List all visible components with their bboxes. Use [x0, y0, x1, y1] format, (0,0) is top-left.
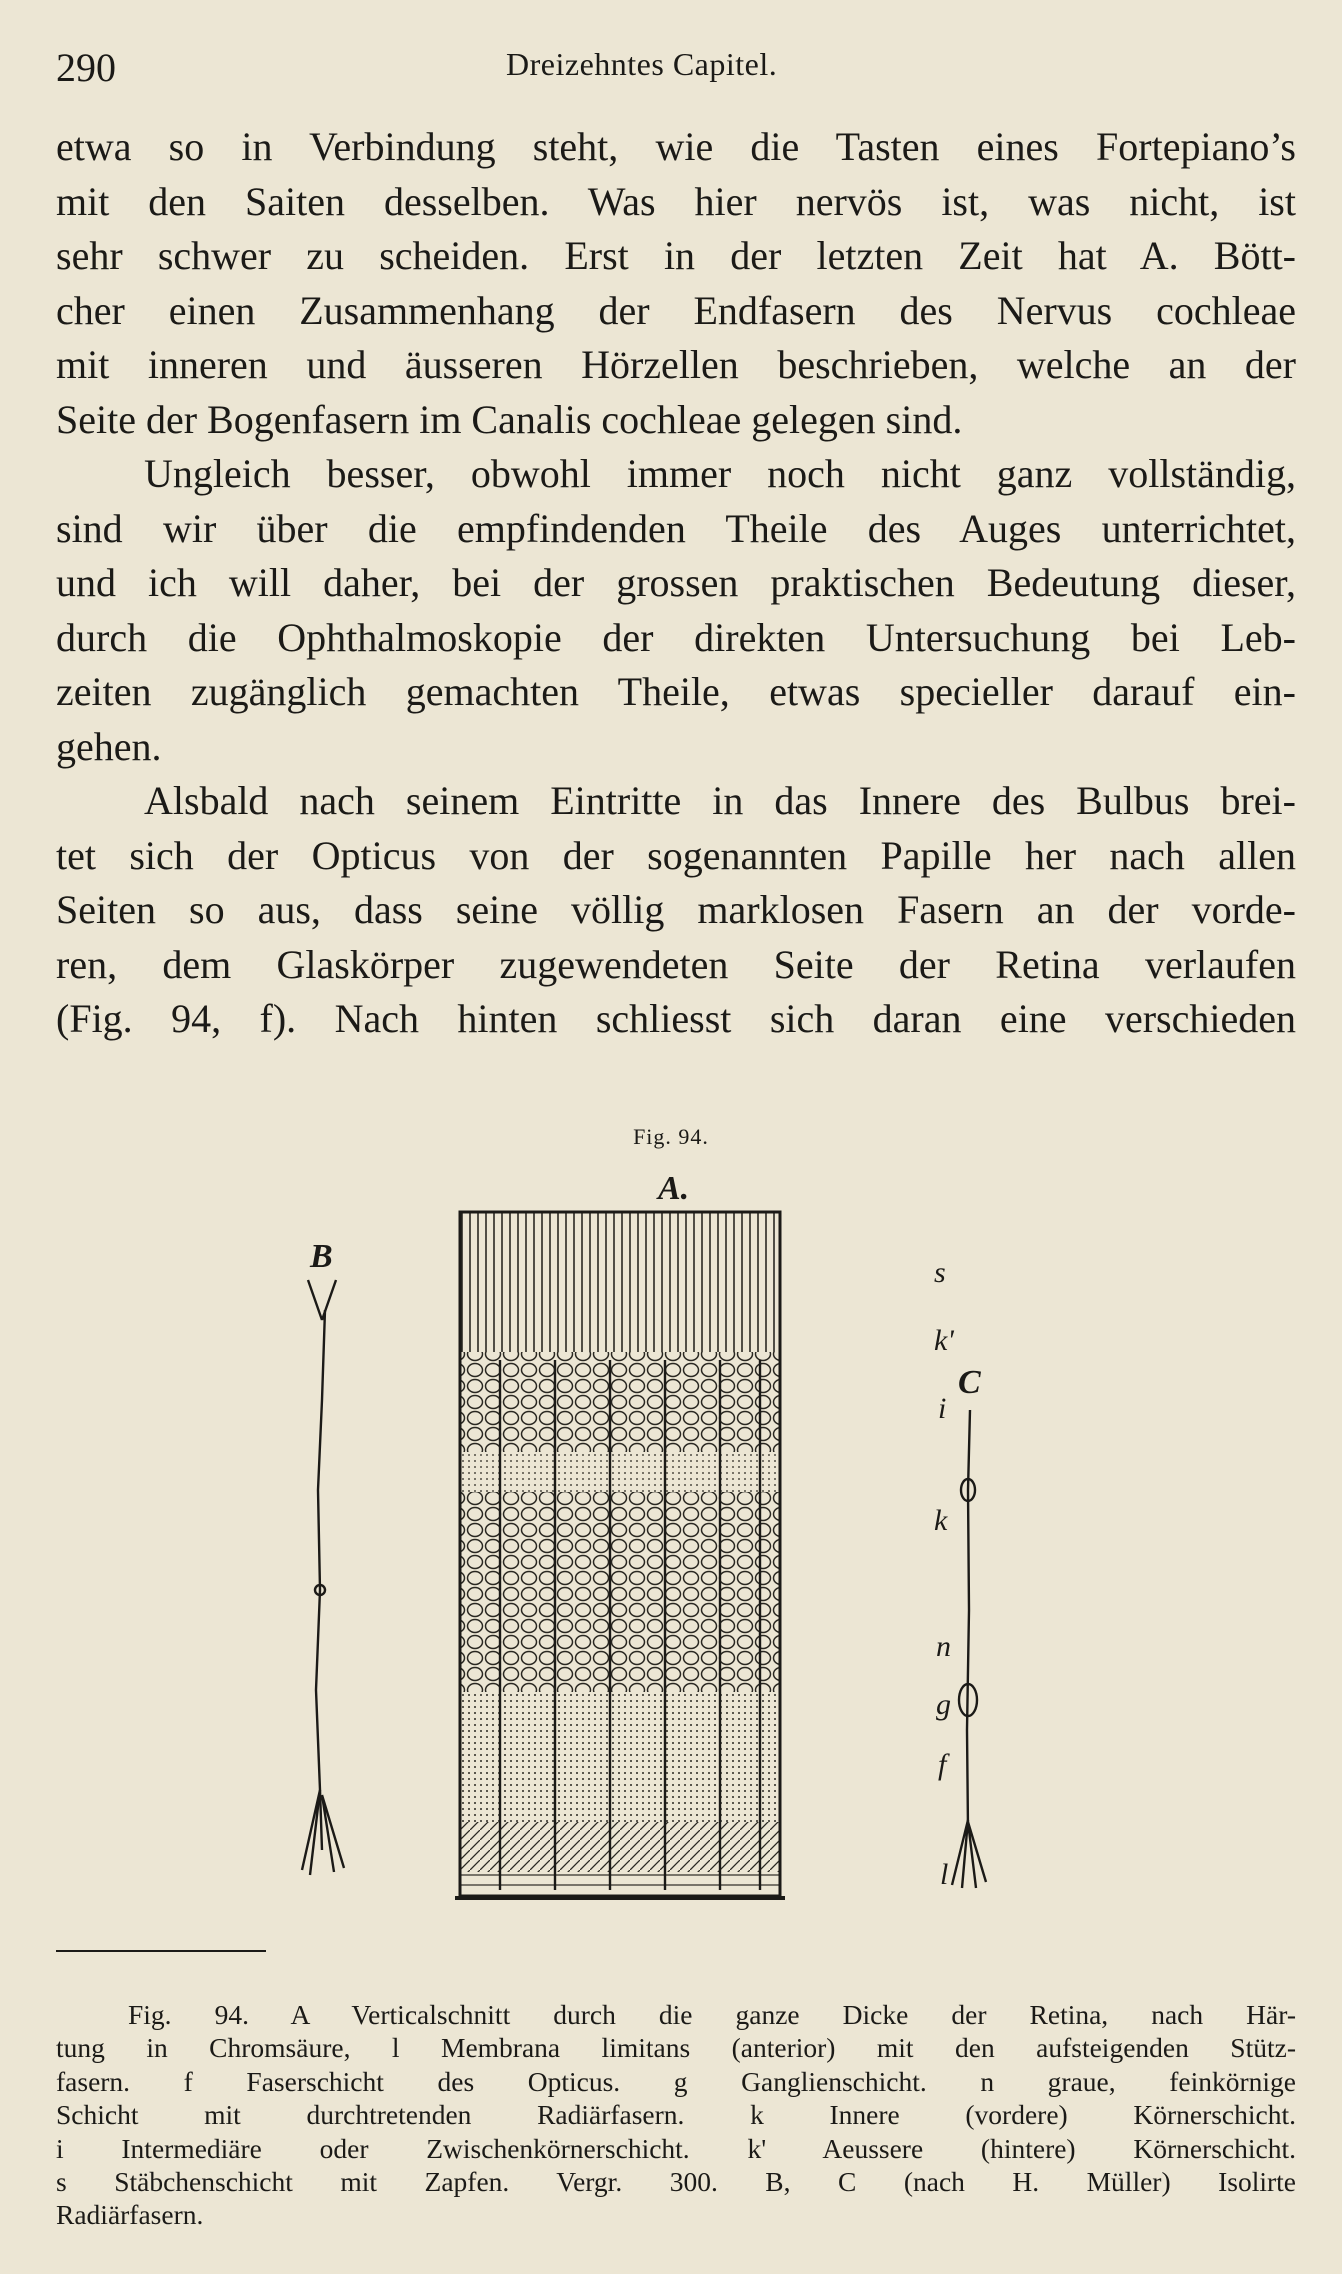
caption-line: Radiärfasern.: [56, 2199, 204, 2231]
text-line: sehr schwer zu scheiden. Erst in der letzten Zeit hat A. Bött-: [56, 233, 1296, 278]
text-line: sind wir über die empfindenden Theile des Auges unterrichtet,: [56, 505, 1296, 551]
layer-label-k: k: [934, 1504, 948, 1537]
footnote-rule: [56, 1950, 266, 1952]
text-line: etwa so in Verbindung steht, wie die Tasten eines Fortepiano’s: [56, 124, 1296, 169]
text-line: Alsbald nach seinem Eintritte in das Innere des Bulbus brei-: [144, 778, 1296, 823]
text-line: tet sich der Opticus von der sogenannten Papille her nach allen: [56, 832, 1296, 878]
text-line: und ich will daher, bei der grossen praktischen Bedeutung dieser,: [56, 560, 1296, 605]
figure-label: Fig. 94.: [633, 1124, 709, 1149]
layer-label-n: n: [936, 1630, 951, 1663]
panel-c-label: C: [958, 1364, 981, 1401]
text-line: Seite der Bogenfasern im Canalis cochleae gelegen sind.: [56, 396, 963, 442]
text-line: Seiten so aus, dass seine völlig marklosen Fasern an der vorde-: [56, 887, 1296, 932]
text-line: mit inneren und äusseren Hörzellen beschrieben, welche an der: [56, 342, 1296, 387]
retina-illustration: [250, 1170, 1050, 1910]
text-line: (Fig. 94, f). Nach hinten schliesst sich daran eine verschieden: [56, 996, 1296, 1041]
panel-b-label: B: [310, 1238, 333, 1275]
layer-label-g: g: [936, 1688, 951, 1721]
layer-label-s: s: [934, 1256, 946, 1289]
text-line: zeiten zugänglich gemachten Theile, etwas specieller darauf ein-: [56, 669, 1296, 714]
layer-label-k-prime: k': [934, 1324, 954, 1357]
panel-a-label: A.: [658, 1170, 690, 1207]
caption-line: s Stäbchenschicht mit Zapfen. Vergr. 300. B, C (nach H. Müller) Isolirte: [56, 2165, 1296, 2197]
text-line: cher einen Zusammenhang der Endfasern des Nervus cochleae: [56, 287, 1296, 333]
page-number: 290: [56, 45, 116, 90]
text-line: Ungleich besser, obwohl immer noch nicht ganz vollständig,: [144, 451, 1296, 496]
layer-label-i: i: [938, 1392, 947, 1425]
layer-label-l: l: [940, 1858, 949, 1891]
page-header: [56, 40, 1296, 100]
panel-b-fibre: [302, 1280, 344, 1875]
text-line: durch die Ophthalmoskopie der direkten Untersuchung bei Leb-: [56, 614, 1296, 660]
caption-line: tung in Chromsäure, l Membrana limitans (anterior) mit den aufsteigenden Stütz-: [56, 2032, 1296, 2064]
caption-line: Fig. 94. A Verticalschnitt durch die ganze Dicke der Retina, nach Här-: [128, 1999, 1296, 2030]
panel-c-fibre: [952, 1410, 986, 1888]
panel-a-section: [455, 1212, 785, 1898]
caption-line: i Intermediäre oder Zwischenkörnerschicht. k' Aeussere (hintere) Körnerschicht.: [56, 2132, 1296, 2164]
caption-line: Schicht mit durchtretenden Radiärfasern. k Innere (vordere) Körnerschicht.: [56, 2099, 1296, 2131]
text-line: gehen.: [56, 723, 162, 769]
running-title: Dreizehntes Capitel.: [506, 46, 778, 82]
figure-caption: [56, 1998, 1296, 2232]
caption-line: fasern. f Faserschicht des Opticus. g Ganglienschicht. n graue, feinkörnige: [56, 2065, 1296, 2097]
text-line: mit den Saiten desselben. Was hier nervös ist, was nicht, ist: [56, 178, 1296, 224]
body-text: [56, 120, 1296, 1047]
text-line: ren, dem Glaskörper zugewendeten Seite der Retina verlaufen: [56, 941, 1296, 987]
layer-label-f: f: [938, 1748, 947, 1781]
retina-figure: [250, 1170, 1050, 1910]
